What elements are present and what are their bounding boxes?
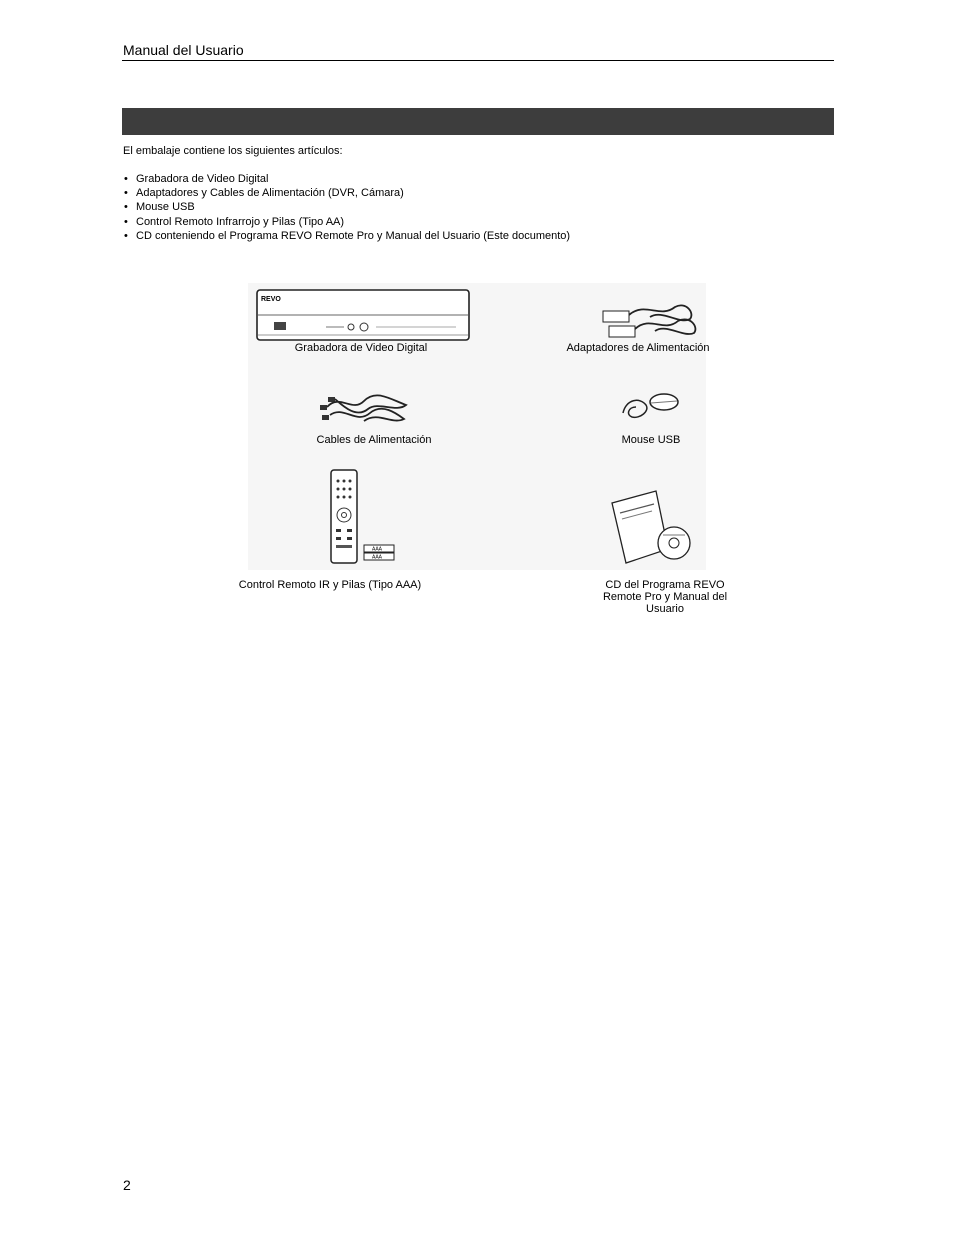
cd-caption-line: Usuario	[646, 603, 684, 615]
power-cables-image	[318, 391, 410, 427]
intro-text: El embalaje contiene los siguientes artículos:	[123, 145, 343, 157]
dvr-image	[256, 289, 470, 341]
remote-control-image	[328, 469, 400, 565]
page-number: 2	[123, 1177, 131, 1193]
list-item: • Control Remoto Infrarrojo y Pilas (Tipo AA)	[123, 215, 570, 229]
list-item: • Mouse USB	[123, 200, 570, 214]
package-contents-list	[123, 172, 570, 243]
cd-manual-image	[608, 489, 694, 567]
usb-mouse-image	[620, 391, 682, 425]
section-heading-bar	[122, 108, 834, 135]
dvr-caption: Grabadora de Video Digital	[294, 342, 428, 354]
dvr-brand-text: REVO	[261, 296, 281, 303]
cd-caption	[585, 579, 745, 615]
list-item: • Grabadora de Video Digital	[123, 172, 570, 186]
list-item: • Adaptadores y Cables de Alimentación (DVR, Cámara)	[123, 186, 570, 200]
mouse-caption: Mouse USB	[621, 434, 681, 446]
cables-caption: Cables de Alimentación	[316, 434, 432, 446]
battery-label-text: AAA	[372, 546, 383, 553]
page-header-title: Manual del Usuario	[123, 42, 244, 58]
adapters-caption: Adaptadores de Alimentación	[566, 342, 710, 354]
power-adapters-image	[600, 301, 702, 339]
remote-caption: Control Remoto IR y Pilas (Tipo AAA)	[238, 579, 422, 591]
header-rule	[122, 60, 834, 61]
cd-caption-line: CD del Programa REVO	[605, 579, 725, 591]
cd-caption-line: Remote Pro y Manual del	[602, 591, 728, 603]
package-contents-figure	[248, 283, 710, 570]
list-item: • CD conteniendo el Programa REVO Remote Pro y Manual del Usuario (Este documento)	[123, 229, 570, 243]
battery-label-text: AAA	[372, 554, 383, 561]
